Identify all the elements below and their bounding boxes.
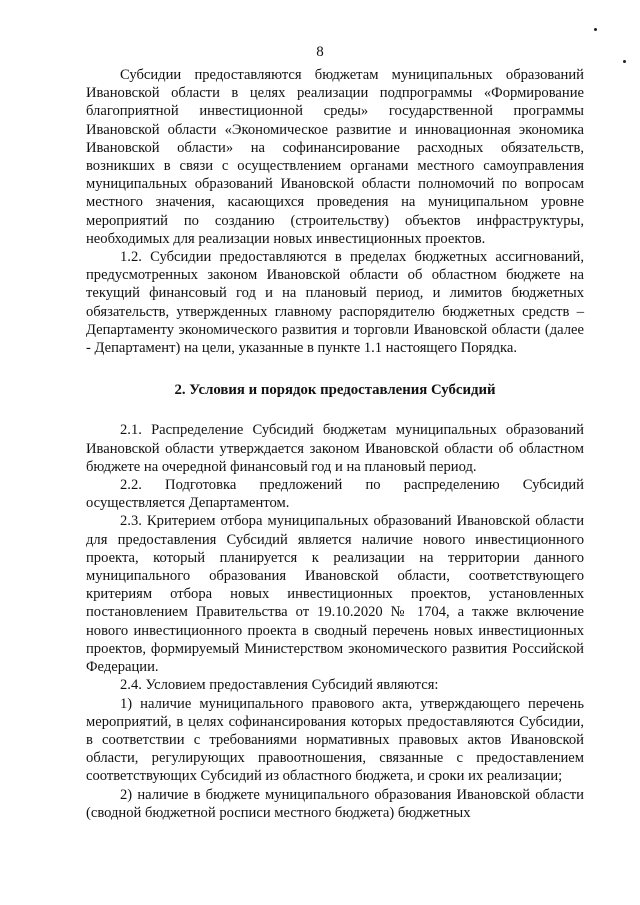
paragraph-2-3: 2.3. Критерием отбора муниципальных образований Ивановской области для предоставления Субсидий является наличие нового инвестиционного проекта, который планируется к реализации на территории данного муниципального образования Ивановской области, соответствующего критериям отбора новых инвестиционных проектов, установленных постановлением Правительства от 19.10.2020 № 1704, а также включение нового инвестиционного проекта в сводный перечень новых инвестиционных проектов, формируемый Министерством экономического развития Российской Федерации. [86, 513, 584, 676]
list-item-2: 2) наличие в бюджете муниципального образования Ивановской области (сводной бюджетной росписи местного бюджета) бюджетных [86, 786, 584, 821]
paragraph-1-1: Субсидии предоставляются бюджетам муниципальных образований Ивановской области в целях реализации подпрограммы «Формирование благоприятной инвестиционной среды» государственной программы Ивановской области «Экономическое развитие и инновационная экономика Ивановской области» на софинансирование расходных обязательств, возникших в связи с осуществлением органами местного самоуправления муниципальных образований Ивановской области полномочий по вопросам местного значения, касающихся проведения на муниципальном уровне мероприятий по созданию (строительству) объектов инфраструктуры, необходимых для реализации новых инвестиционных проектов. [86, 67, 584, 247]
section-heading: 2. Условия и порядок предоставления Субсидий [174, 382, 496, 399]
list-item-1: 1) наличие муниципального правового акта, утверждающего перечень мероприятий, в целях софинансирования которых предоставляются Субсидии, в соответствии с требованиями нормативных правовых актов Ивановской области, регулирующих правоотношения, связанные с предоставлением соответствующих Субсидий из областного бюджета, и сроки их реализации; [86, 695, 584, 785]
document-body [86, 66, 584, 822]
paragraph-2-2: 2.2. Подготовка предложений по распределению Субсидий осуществляется Департаментом. [86, 477, 584, 512]
paragraph-2-1: 2.1. Распределение Субсидий бюджетам муниципальных образований Ивановской области утверждается законом Ивановской области об областном бюджете на очередной финансовый год и на плановый период. [86, 422, 584, 475]
page-number: 8 [316, 44, 324, 60]
paragraph-1-2: 1.2. Субсидии предоставляются в пределах бюджетных ассигнований, предусмотренных законом Ивановской области об областном бюджете на текущий финансовый год и на плановый период, и лимитов бюджетных обязательств, утвержденных главному распорядителю бюджетных средств – Департаменту экономического развития и торговли Ивановской области (далее - Департамент) на цели, указанные в пункте 1.1 настоящего Порядка. [86, 249, 584, 357]
paragraph-2-4: 2.4. Условием предоставления Субсидий являются: [120, 677, 439, 694]
scan-speck [594, 28, 597, 31]
